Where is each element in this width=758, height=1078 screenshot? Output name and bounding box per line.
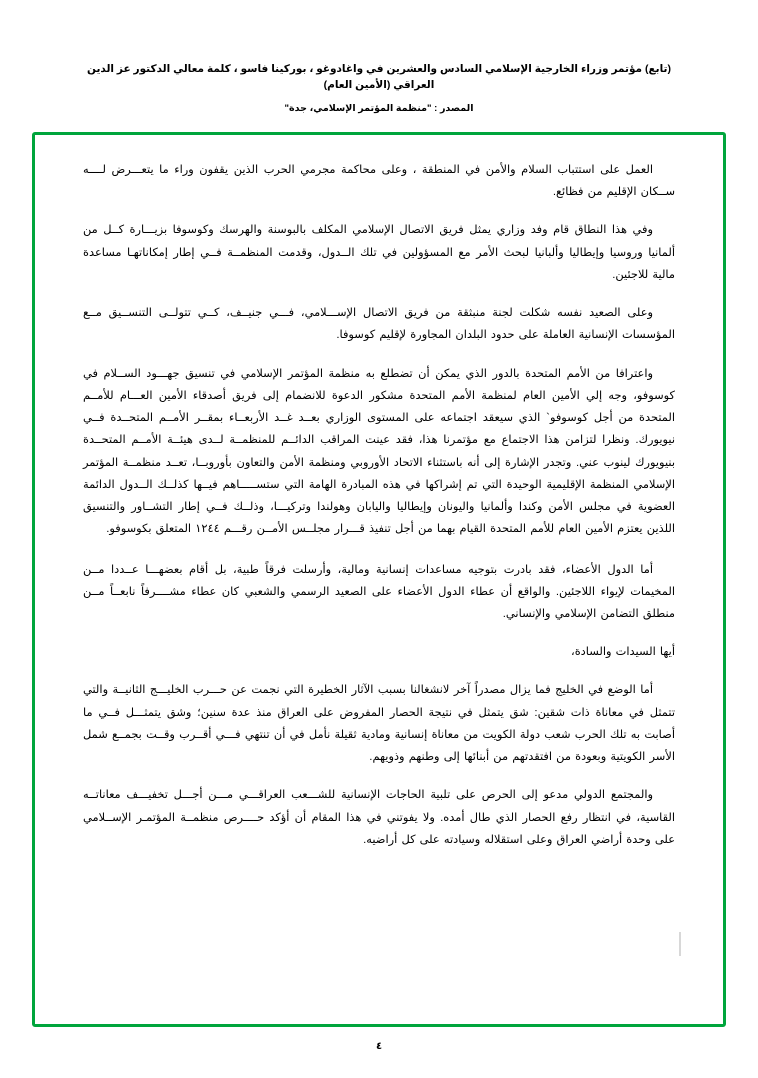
body-paragraph: واعترافا من الأمم المتحدة بالدور الذي يمكن أن تضطلع به منظمة المؤتمر الإسلامي في تنسيق جهـــود الســلام في كوسوفو، وجه إلي الأمين العام لمنظمة الأمم المتحدة مشكور الدعوة للانضمام إلى فريق أصدقاء الأمين العـــام للأمــم المتحدة من أجل كوسوفو` الذي سيعقد اجتماعه على المستوى الوزاري بعــد غــد الأربعــاء بمقــر الأمــم المتحــدة فــي نيويورك. ونظرا لتزامن هذا الاجتماع مع مؤتمرنا هذا، فقد عينت المراقب الدائــم للمنظمــة لــدى هيئــة الأمــم المتحــدة بنيويورك لينوب عني. وتجدر الإشارة إلى أنه باستثناء الاتحاد الأوروبي ومنظمة الأمن والتعاون بأوروبــا، تعــد منظمــة المؤتمر الإسلامي المنظمة الإقليمية الوحيدة التي تم إشراكها في هذه المبادرة الهامة التي ستســـــاهم فيــها كذلــك الــدول الدائمة العضوية في مجلس الأمن وكندا وألمانيا واليونان وإيطاليا واليابان وهولندا وتركيـــا، وذلــك فــي إطار التشــاور والتنسيق اللذين يعتزم الأمين العام للأمم المتحدة القيام بهما من أجل تنفيذ قـــرار مجلــس الأمــن رقـــم ١٢٤٤ المتعلق بكوسوفو. — [83, 367, 675, 536]
body-paragraph: وفي هذا النطاق قام وفد وزاري يمثل فريق الاتصال الإسلامي المكلف بالبوسنة والهرسك وكوسوفا بزيـــارة كــل من ألمانيا وروسيا وإيطاليا وألبانيا لبحث الأمر مع المسؤولين في تلك الــدول، وقدمت المنظمــة فــي إطار إمكاناتهـا مساعدة مالية للاجئين. — [83, 224, 675, 281]
header-source: المصدر : "منظمة المؤتمر الإسلامي، جدة" — [284, 102, 474, 114]
document-header — [66, 62, 692, 114]
body-paragraph: أما الدول الأعضاء، فقد بادرت بتوجيه مساعدات إنسانية ومالية، وأرسلت فرقاً طبية، بل أقام بعضهـــا عــددا مــن المخيمات لإيواء اللاجئين. والواقع أن عطاء الدول الأعضاء على الصعيد الرسمي والشعبي كان عطاء مشــــرفاً نابعــاً مــن منطلق التضامن الإسلامي والإنساني. — [83, 563, 675, 620]
body-paragraph: وعلى الصعيد نفسه شكلت لجنة منبثقة من فريق الاتصال الإســـلامي، فـــي جنيــف، كــي تتولــى التنســيق مــع المؤسسات الإنسانية العاملة على حدود البلدان المجاورة لإقليم كوسوفا. — [83, 307, 675, 342]
page-number: ٤ — [375, 1041, 383, 1052]
document-body — [83, 159, 675, 1004]
body-salutation: أيها السيدات والسادة، — [571, 646, 675, 659]
header-title: (تابع) مؤتمر وزراء الخارجية الإسلامي السادس والعشرين في واغادوغو ، بوركينا فاسو ، كلمة معالي الدكتور عز الدين العراقي (الأمين العام) — [87, 63, 671, 91]
body-paragraph: أما الوضع في الخليج فما يزال مصدراً آخر لانشغالنا بسبب الآثار الخطيرة التي نجمت عن حـــرب الخليـــج الثانيــة والتي تتمثل في معاناة ذات شقين: شق يتمثل في نتيجة الحصار المفروض على العراق منذ عدة سنين؛ وشق يتمثـــل فــي ما أصابت به تلك الحرب شعب دولة الكويت من معاناة إنسانية ومادية ثقيلة نأمل في أن تنتهي فـــي أقــرب وقــت بجمــع شمل الأسر الكويتية وبعودة من افتقدتهم من أبنائها إلى وطنهم وذويهم. — [83, 684, 675, 764]
body-paragraph: والمجتمع الدولي مدعو إلى الحرص على تلبية الحاجات الإنسانية للشـــعب العراقـــي مـــن أجـــل تخفيـــف معاناتــه القاسية، في انتظار رفع الحصار الذي طال أمده. ولا يفوتني في هذا المقام أن أؤكد حــــرص منظمــة المؤتمـر الإســلامي على وحدة أراضي العراق وعلى استقلاله وسيادته على كل أراضيه. — [83, 789, 675, 846]
body-paragraph: العمل على استتباب السلام والأمن في المنطقة ، وعلى محاكمة مجرمي الحرب الذين يقفون وراء ما يتعـــرض لــــه ســكان الإقليم من فظائع. — [83, 164, 675, 199]
margin-mark — [679, 932, 681, 956]
content-frame — [32, 132, 726, 1027]
